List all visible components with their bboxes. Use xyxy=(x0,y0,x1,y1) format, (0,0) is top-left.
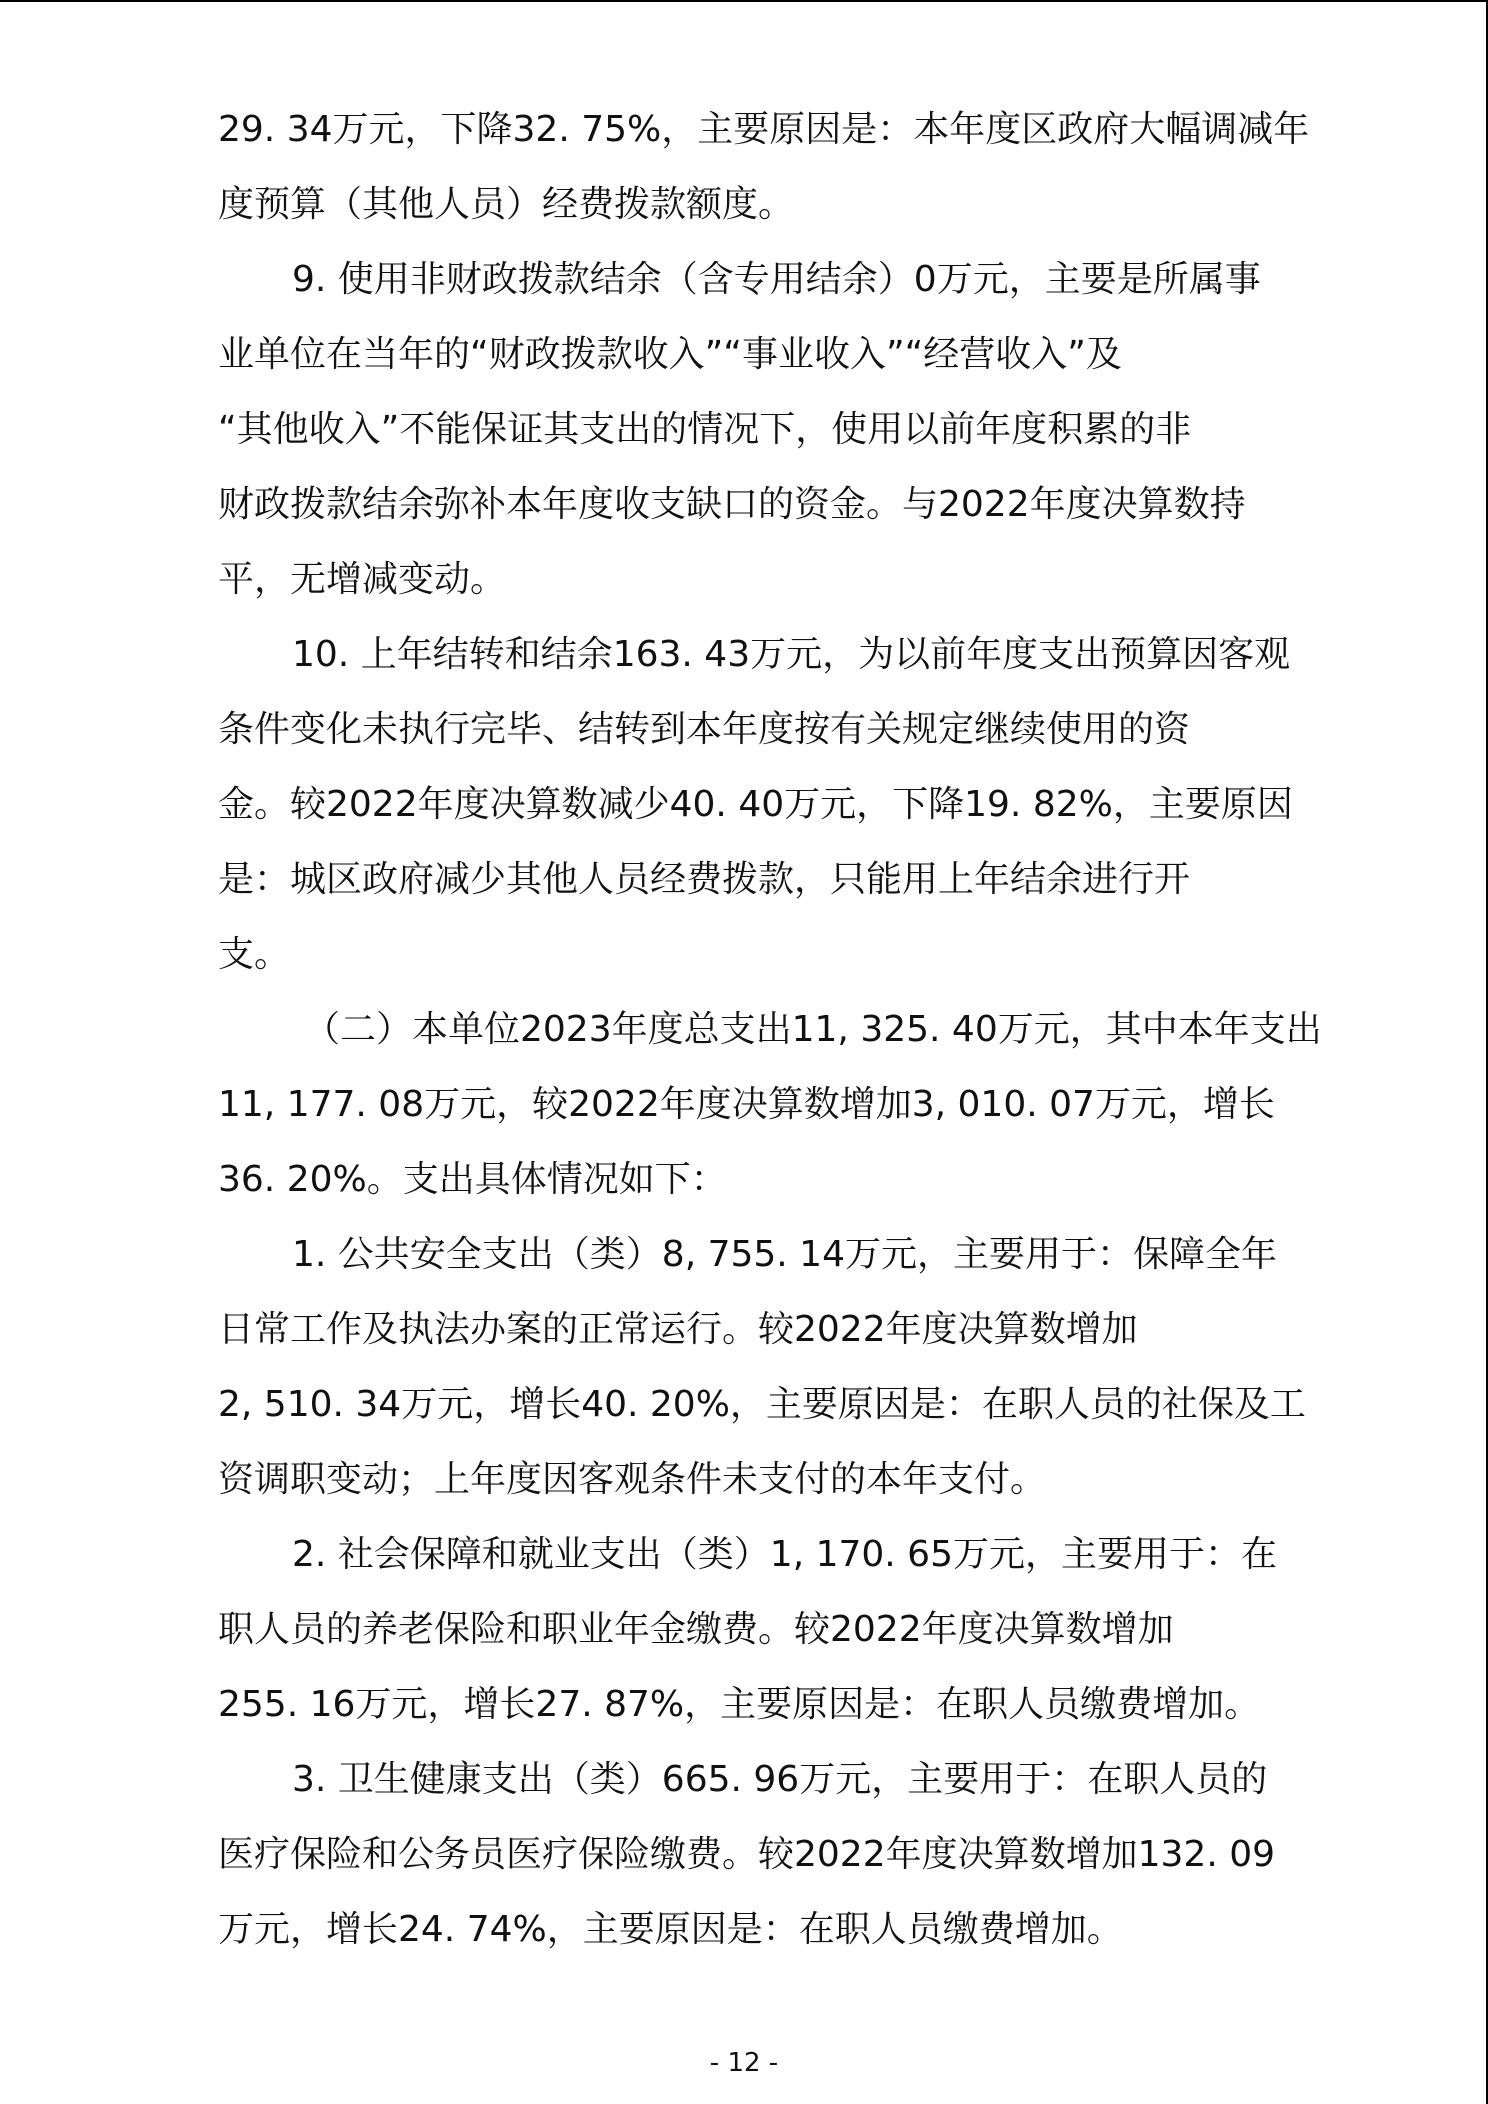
text-line: 金。较2022年度决算数减少40. 40万元，下降19. 82%，主要原因 xyxy=(218,784,1293,825)
paragraph-start: 1. 公共安全支出（类）8, 755. 14万元，主要用于：保障全年 xyxy=(292,1234,1277,1275)
text-line: 度预算（其他人员）经费拨款额度。 xyxy=(218,184,795,225)
page-number: - 12 - xyxy=(709,2048,779,2078)
text-line: 是：城区政府减少其他人员经费拨款，只能用上年结余进行开 xyxy=(218,859,1191,900)
paragraph-start: 2. 社会保障和就业支出（类）1, 170. 65万元，主要用于：在 xyxy=(292,1534,1277,1575)
section-heading: （二）本单位2023年度总支出11, 325. 40万元，其中本年支出 xyxy=(304,1009,1322,1050)
text-line: 支。 xyxy=(218,934,291,975)
text-line: 29. 34万元，下降32. 75%，主要原因是：本年度区政府大幅调减年 xyxy=(218,109,1310,150)
text-line: 36. 20%。支出具体情况如下： xyxy=(218,1159,727,1200)
paragraph-start: 3. 卫生健康支出（类）665. 96万元，主要用于：在职人员的 xyxy=(292,1759,1268,1800)
text-line: 2, 510. 34万元，增长40. 20%，主要原因是：在职人员的社保及工 xyxy=(218,1384,1306,1425)
text-line: 平，无增减变动。 xyxy=(218,559,507,600)
text-line: 职人员的养老保险和职业年金缴费。较2022年度决算数增加 xyxy=(218,1609,1174,1650)
text-line: 255. 16万元，增长27. 87%，主要原因是：在职人员缴费增加。 xyxy=(218,1684,1261,1725)
text-line: 11, 177. 08万元，较2022年度决算数增加3, 010. 07万元，增长 xyxy=(218,1084,1275,1125)
paragraph-start: 9. 使用非财政拨款结余（含专用结余）0万元，主要是所属事 xyxy=(292,259,1261,300)
text-line: 业单位在当年的“财政拨款收入”“事业收入”“经营收入”及 xyxy=(218,334,1122,375)
text-line: 医疗保险和公务员医疗保险缴费。较2022年度决算数增加132. 09 xyxy=(218,1834,1276,1875)
text-line: 万元，增长24. 74%，主要原因是：在职人员缴费增加。 xyxy=(218,1909,1123,1950)
paragraph-start: 10. 上年结转和结余163. 43万元，为以前年度支出预算因客观 xyxy=(292,634,1291,675)
text-line: 财政拨款结余弥补本年度收支缺口的资金。与2022年度决算数持 xyxy=(218,484,1246,525)
text-line: 日常工作及执法办案的正常运行。较2022年度决算数增加 xyxy=(218,1309,1138,1350)
text-line: “其他收入”不能保证其支出的情况下，使用以前年度积累的非 xyxy=(218,409,1192,450)
text-line: 资调职变动；上年度因客观条件未支付的本年支付。 xyxy=(218,1459,1047,1500)
text-line: 条件变化未执行完毕、结转到本年度按有关规定继续使用的资 xyxy=(218,709,1191,750)
page-body xyxy=(218,92,1322,1967)
